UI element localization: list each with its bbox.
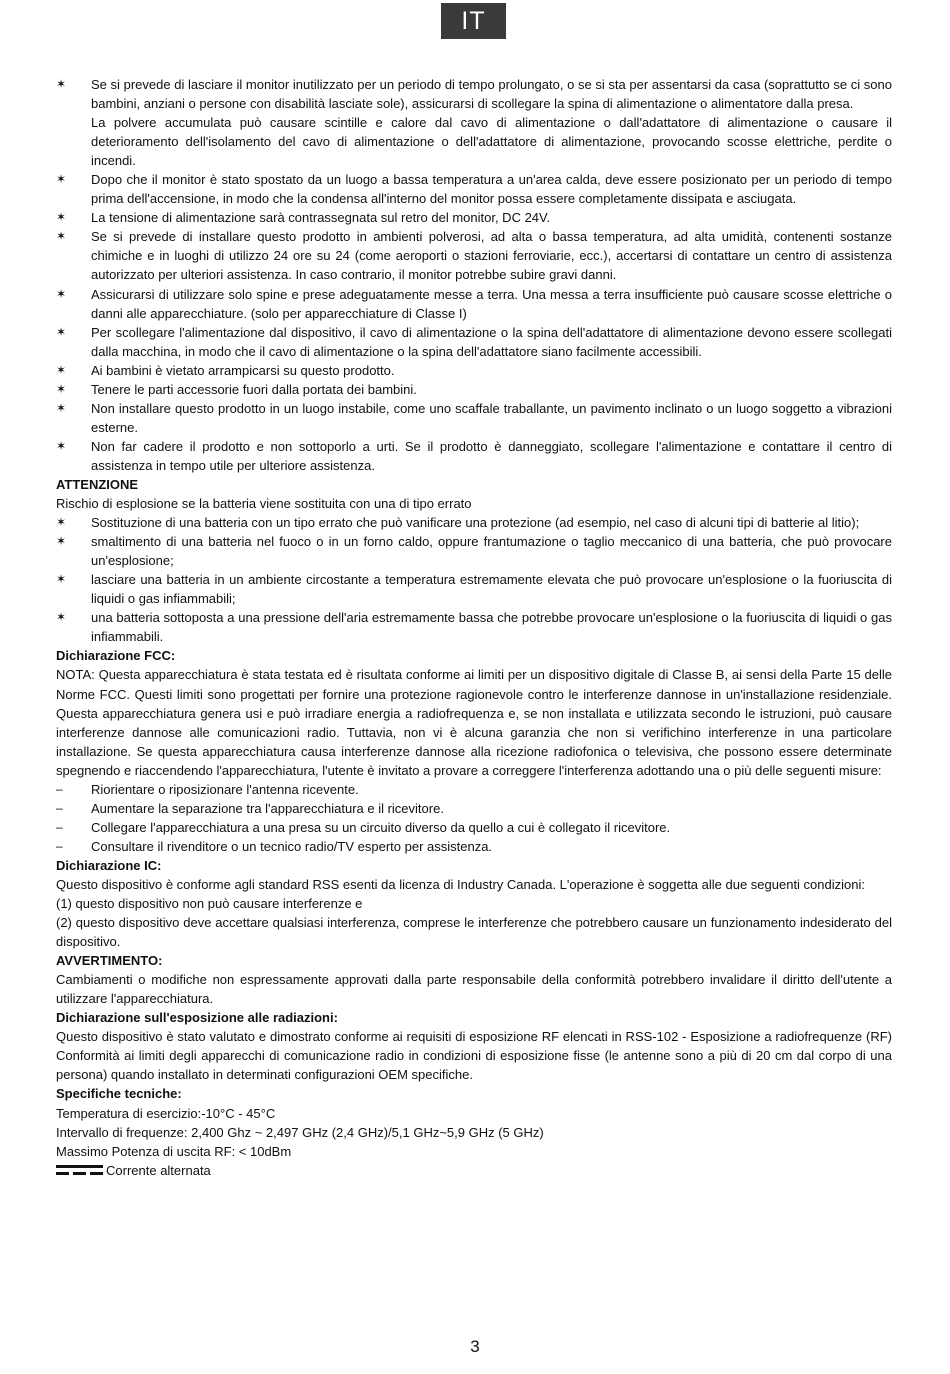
bullet-item [56,227,892,284]
item-text: una batteria sottoposta a una pressione dell'aria estremamente bassa che potrebbe provocare un'esplosione o la fuoriuscita di liquidi o gas infiammabili. [91,610,892,645]
paragraph: Rischio di esplosione se la batteria viene sostituita con una di tipo errato [56,496,472,512]
item-text: Sostituzione di una batteria con un tipo errato che può vanificare una protezione (ad esempio, nel caso di alcuni tipi di batterie al litio); [91,515,860,531]
star-bullet-icon: ✶ [56,286,67,301]
section-heading: Dichiarazione IC: [56,857,162,873]
paragraph: Intervallo di frequenze: 2,400 Ghz ~ 2,497 GHz (2,4 GHz)/5,1 GHz~5,9 GHz (5 GHz) [56,1124,544,1140]
paragraph: Cambiamenti o modifiche non espressamente approvati dalla parte responsabile della conformità potrebbero invalidare il diritto dell'utente a utilizzare l'apparecchiatura. [56,972,892,1007]
star-bullet-icon: ✶ [56,572,67,587]
bullet-item [56,75,892,113]
section-heading: ATTENZIONE [56,476,139,492]
bullet-item [56,608,892,646]
bullet-item [56,399,892,437]
item-text: La tensione di alimentazione sarà contrassegnata sul retro del monitor, DC 24V. [91,210,551,226]
alternating-current-line [56,1161,892,1180]
bullet-item [56,513,892,532]
paragraph: NOTA: Questa apparecchiatura è stata testata ed è risultata conforme ai limiti per un dispositivo digitale di Classe B, ai sensi della Parte 15 delle Norme FCC. Questi limiti sono progettati per fornire una protezione ragionevole contro le interferenze dannose in un'installazione residenziale. Questa apparecchiatura genera usi e può irradiare energia a radiofrequenza e, se non installata e utilizzata secondo le istruzioni, può causare interferenze dannose alle comunicazioni radio. Tuttavia, non vi è alcuna garanzia che non si verifichino interferenze in una particolare installazione. Se questa apparecchiatura causa interferenze dannose alla ricezione radiofonica o televisiva, che possono essere determinate spegnendo e riaccendendo l'apparecchiatura, l'utente è invitato a provare a correggere l'interferenza adottando una o più delle seguenti misure: [56,667,892,778]
star-bullet-icon: ✶ [56,324,67,339]
section-heading: Specifiche tecniche: [56,1086,182,1102]
section-heading: Dichiarazione FCC: [56,648,176,664]
paragraph: Massimo Potenza di uscita RF: < 10dBm [56,1143,292,1159]
dash-bullet-icon: – [56,819,63,834]
bullet-item [56,323,892,361]
page-number: 3 [470,1337,480,1356]
paragraph: (1) questo dispositivo non può causare interferenze e [56,896,363,912]
paragraph: Temperatura di esercizio:-10°C - 45°C [56,1105,276,1121]
dash-list-item [56,837,892,856]
bullet-item [56,570,892,608]
bullet-item [56,170,892,208]
document-body [56,75,892,1180]
item-text: Non far cadere il prodotto e non sottoporlo a urti. Se il prodotto è danneggiato, scollegare l'alimentazione e contattare il centro di assistenza in tempo utile per ulteriore assistenza. [91,438,892,473]
item-text: Assicurarsi di utilizzare solo spine e prese adeguatamente messe a terra. Una messa a terra insufficiente può causare scosse elettriche o danni alle apparecchiature. (solo per apparecchiature di Classe I) [91,286,892,321]
item-text: Riorientare o riposizionare l'antenna ricevente. [91,781,359,797]
dash-bullet-icon: – [56,800,63,815]
language-badge: IT [441,3,506,39]
item-text: lasciare una batteria in un ambiente circostante a temperatura estremamente elevata che può provocare un'esplosione o la fuoriuscita di liquidi o gas infiammabili; [91,572,892,607]
star-bullet-icon: ✶ [56,534,67,549]
bullet-item [56,437,892,475]
item-text: Dopo che il monitor è stato spostato da un luogo a bassa temperatura a un'area calda, deve essere posizionato per un periodo di tempo prima dell'accensione, in modo che la condensa all'interno del monitor possa essere completamente dissipata e asciugata. [91,172,892,207]
section-heading: AVVERTIMENTO: [56,953,163,969]
item-text: smaltimento di una batteria nel fuoco o in un forno caldo, oppure frantumazione o taglio meccanico di una batteria, che può provocare un'esplosione; [91,534,892,569]
bullet-item [56,380,892,399]
star-bullet-icon: ✶ [56,210,67,225]
bullet-item [56,208,892,227]
star-bullet-icon: ✶ [56,381,67,396]
current-symbol-icon [56,1163,103,1177]
star-bullet-icon: ✶ [56,610,67,625]
star-bullet-icon: ✶ [56,515,67,530]
bullet-item [56,285,892,323]
dash-list-item [56,780,892,799]
star-bullet-icon: ✶ [56,229,67,244]
paragraph: Questo dispositivo è conforme agli standard RSS esenti da licenza di Industry Canada. L'operazione è soggetta alle due seguenti condizioni: [56,876,865,892]
bullet-item [56,532,892,570]
paragraph: (2) questo dispositivo deve accettare qualsiasi interferenza, comprese le interferenze che potrebbero causare un funzionamento indesiderato del dispositivo. [56,915,892,950]
item-text: Se si prevede di installare questo prodotto in ambienti polverosi, ad alta o bassa temperatura, ad alta umidità, contenenti sostanze chimiche e in luoghi di utilizzo 24 ore su 24 (come aeroporti o stazioni ferroviarie, ecc.), accertarsi di contattare un centro di assistenza autorizzato per ulteriori assistenza. In caso contrario, il monitor potrebbe subire gravi danni. [91,229,892,283]
item-text: Aumentare la separazione tra l'apparecchiatura e il ricevitore. [91,800,444,816]
item-text: Per scollegare l'alimentazione dal dispositivo, il cavo di alimentazione o la spina dell'adattatore di alimentazione devono essere scollegati dalla macchina, in modo che il cavo di alimentazione o la spina dell'adattatore siano facilmente accessibili. [91,324,892,359]
star-bullet-icon: ✶ [56,438,67,453]
item-text: Tenere le parti accessorie fuori dalla portata dei bambini. [91,381,417,397]
ac-label: Corrente alternata [106,1162,211,1178]
star-bullet-icon: ✶ [56,172,67,187]
indented-paragraph: La polvere accumulata può causare scintille e calore dal cavo di alimentazione o dall'adattatore di alimentazione o causare il deterioramento dell'isolamento del cavo di alimentazione o dell'adattatore di alimentazione, provocando scosse elettriche, perdite o incendi. [91,115,892,169]
section-heading: Dichiarazione sull'esposizione alle radiazioni: [56,1010,338,1026]
dash-list-item [56,818,892,837]
dash-list-item [56,799,892,818]
item-text: Se si prevede di lasciare il monitor inutilizzato per un periodo di tempo prolungato, o se si sta per assentarsi da casa (soprattutto se ci sono bambini, anziani o persone con disabilità lasciate sole), assicurarsi di scollegare la spina di alimentazione o alimentatore dalla presa. [91,77,892,112]
star-bullet-icon: ✶ [56,77,67,91]
dash-bullet-icon: – [56,838,63,853]
item-text: Ai bambini è vietato arrampicarsi su questo prodotto. [91,362,395,378]
item-text: Non installare questo prodotto in un luogo instabile, come uno scaffale traballante, un pavimento inclinato o un luogo soggetto a vibrazioni esterne. [91,400,892,435]
item-text: Consultare il rivenditore o un tecnico radio/TV esperto per assistenza. [91,838,493,854]
dash-bullet-icon: – [56,781,63,796]
star-bullet-icon: ✶ [56,362,67,377]
star-bullet-icon: ✶ [56,400,67,415]
item-text: Collegare l'apparecchiatura a una presa su un circuito diverso da quello a cui è collegato il ricevitore. [91,819,671,835]
paragraph: Questo dispositivo è stato valutato e dimostrato conforme ai requisiti di esposizione RF elencati in RSS-102 - Esposizione a radiofrequenze (RF) Conformità ai limiti degli apparecchi di comunicazione radio in condizioni di esposizione fisse (le antenne sono a più di 20 cm dal corpo di una persona) quando installato in determinati configurazioni OEM specifiche. [56,1029,892,1083]
bullet-item [56,361,892,380]
